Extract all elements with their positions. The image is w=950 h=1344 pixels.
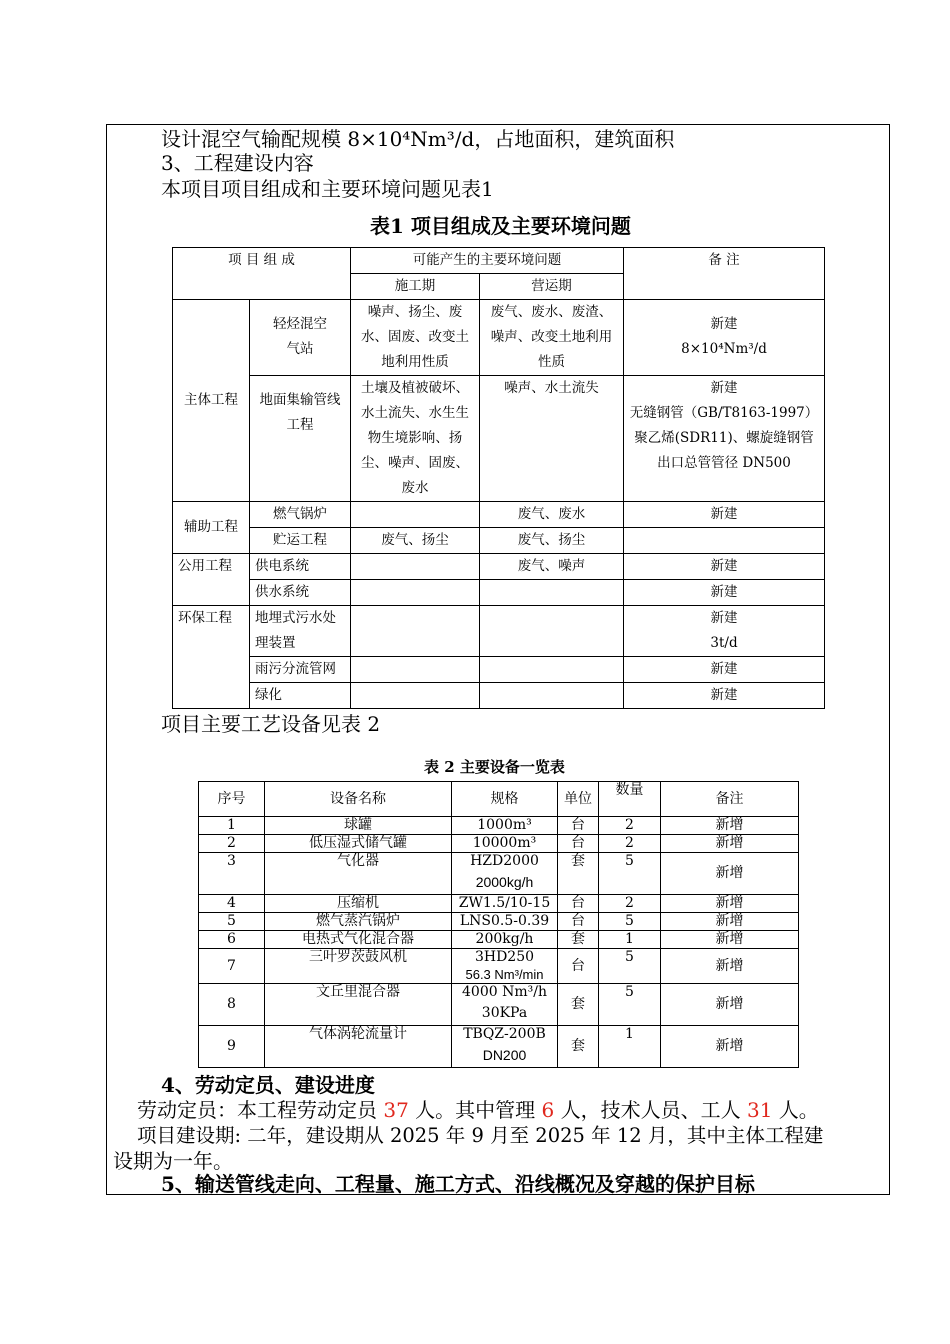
t1-cell-operation: 噪声、水土流失 bbox=[480, 376, 624, 502]
t1-cell-construction bbox=[351, 554, 480, 580]
staff-total: 37 bbox=[383, 1098, 409, 1122]
t2-spec-line-2: 56.3 Nm³/min bbox=[465, 967, 544, 982]
t1-cell-item: 轻烃混空 气站 bbox=[250, 300, 351, 376]
t2-spec-line-1: HZD2000 bbox=[470, 853, 539, 869]
t2-cell-no: 8 bbox=[199, 984, 265, 1026]
t2-cell-unit: 套 bbox=[558, 853, 599, 895]
t2-cell-name: 文丘里混合器 bbox=[265, 984, 452, 1026]
t2-cell-spec bbox=[452, 1026, 558, 1068]
table2-intro: 项目主要工艺设备见表 2 bbox=[161, 712, 381, 736]
t1-cell-remark: 新建 无缝钢管（GB/T8163-1997） 聚乙烯(SDR11)、螺旋缝钢管 出口总管管径 DN500 bbox=[624, 376, 825, 502]
t2-cell-no: 4 bbox=[199, 895, 265, 913]
t2-cell-qty: 5 bbox=[599, 984, 661, 1026]
table2-caption: 表 2 主要设备一览表 bbox=[424, 758, 565, 776]
t1-group-eco: 环保工程 bbox=[173, 606, 250, 709]
t2-cell-no: 9 bbox=[199, 1026, 265, 1068]
t1-cell-item: 地埋式污水处 理装置 bbox=[250, 606, 351, 657]
t2-cell-no: 5 bbox=[199, 913, 265, 931]
t2-cell-qty: 5 bbox=[599, 853, 661, 895]
staff-mid-1: 人。其中管理 bbox=[408, 1098, 542, 1122]
t1-header-env-issue: 可能产生的主要环境问题 bbox=[351, 248, 624, 274]
intro-line-2: 3、工程建设内容 bbox=[161, 151, 314, 175]
intro-line-3: 本项目项目组成和主要环境问题见表1 bbox=[161, 177, 494, 201]
period-line-1: 项目建设期: 二年，建设期从 2025 年 9 月至 2025 年 12 月，其中主体工程建 bbox=[137, 1124, 824, 1147]
t1-header-construction: 施工期 bbox=[351, 274, 480, 300]
staff-workers: 31 bbox=[746, 1098, 773, 1122]
t2-cell-qty: 2 bbox=[599, 895, 661, 913]
t2-cell-unit: 台 bbox=[558, 895, 599, 913]
t2-cell-unit: 台 bbox=[558, 949, 599, 984]
t2-cell-name: 气化器 bbox=[265, 853, 452, 895]
t2-cell-name: 三叶罗茨鼓风机 bbox=[265, 949, 452, 984]
t2-header-qty: 数量 bbox=[599, 782, 661, 817]
t2-cell-qty: 2 bbox=[599, 835, 661, 853]
t2-header-spec: 规格 bbox=[452, 782, 558, 817]
t1-cell-construction bbox=[351, 683, 480, 709]
t1-cell-item: 绿化 bbox=[250, 683, 351, 709]
t2-cell-unit: 台 bbox=[558, 817, 599, 835]
t1-cell-remark: 新建 bbox=[624, 554, 825, 580]
t2-header-name: 设备名称 bbox=[265, 782, 452, 817]
t2-cell-remark: 新增 bbox=[661, 835, 799, 853]
t1-cell-operation: 废气、噪声 bbox=[480, 554, 624, 580]
t1-group-main: 主体工程 bbox=[173, 300, 250, 502]
t1-cell-item: 贮运工程 bbox=[250, 528, 351, 554]
t1-cell-construction bbox=[351, 657, 480, 683]
t1-cell-operation bbox=[480, 580, 624, 606]
t1-cell-remark: 新建 bbox=[624, 502, 825, 528]
t2-cell-remark: 新增 bbox=[661, 913, 799, 931]
t2-cell-unit: 套 bbox=[558, 931, 599, 949]
t1-cell-item: 供水系统 bbox=[250, 580, 351, 606]
t1-group-public: 公用工程 bbox=[173, 554, 250, 606]
t2-cell-name: 气体涡轮流量计 bbox=[265, 1026, 452, 1068]
t2-cell-remark: 新增 bbox=[661, 984, 799, 1026]
section4-heading: 4、劳动定员、建设进度 bbox=[161, 1073, 375, 1097]
staff-management: 6 bbox=[541, 1098, 555, 1122]
t2-cell-no: 7 bbox=[199, 949, 265, 984]
t2-cell-spec: ZW1.5/10-15 bbox=[452, 895, 558, 913]
t2-cell-spec: 10000m³ bbox=[452, 835, 558, 853]
t2-cell-remark: 新增 bbox=[661, 1026, 799, 1068]
t1-cell-construction bbox=[351, 502, 480, 528]
table1-caption: 表1 项目组成及主要环境问题 bbox=[370, 214, 631, 238]
t2-header-remark: 备注 bbox=[661, 782, 799, 817]
t2-cell-qty: 1 bbox=[599, 1026, 661, 1068]
section5-heading: 5、输送管线走向、工程量、施工方式、沿线概况及穿越的保护目标 bbox=[161, 1172, 755, 1196]
t1-header-composition: 项 目 组 成 bbox=[173, 248, 351, 300]
t1-cell-operation: 废气、废水 bbox=[480, 502, 624, 528]
t1-cell-remark: 新建 bbox=[624, 683, 825, 709]
t1-cell-operation: 废气、扬尘 bbox=[480, 528, 624, 554]
t2-cell-name: 电热式气化混合器 bbox=[265, 931, 452, 949]
t2-cell-qty: 5 bbox=[599, 949, 661, 984]
t1-cell-remark bbox=[624, 528, 825, 554]
t2-cell-spec: LNS0.5-0.39 bbox=[452, 913, 558, 931]
t1-cell-construction bbox=[351, 580, 480, 606]
t2-spec-line-2: DN200 bbox=[482, 1047, 527, 1063]
t2-cell-no: 1 bbox=[199, 817, 265, 835]
t2-cell-qty: 1 bbox=[599, 931, 661, 949]
staff-prefix: 劳动定员：本工程劳动定员 bbox=[137, 1098, 384, 1122]
t2-cell-spec: 200kg/h bbox=[452, 931, 558, 949]
t1-group-aux: 辅助工程 bbox=[173, 502, 250, 554]
t1-cell-item: 供电系统 bbox=[250, 554, 351, 580]
t2-spec-line-1: TBQZ-200B bbox=[463, 1026, 546, 1042]
table2 bbox=[198, 781, 799, 1068]
t2-cell-name: 球罐 bbox=[265, 817, 452, 835]
t1-cell-construction: 废气、扬尘 bbox=[351, 528, 480, 554]
t2-cell-unit: 台 bbox=[558, 913, 599, 931]
staff-mid-2: 人，技术人员、工人 bbox=[554, 1098, 747, 1122]
t1-cell-remark: 新建 3t/d bbox=[624, 606, 825, 657]
t2-spec-line-2: 30KPa bbox=[481, 1005, 528, 1021]
t2-cell-spec bbox=[452, 853, 558, 895]
t1-cell-operation: 废气、废水、废渣、 噪声、改变土地利用 性质 bbox=[480, 300, 624, 376]
t1-header-operation: 营运期 bbox=[480, 274, 624, 300]
t2-spec-line-1: 4000 Nm³/h bbox=[462, 984, 547, 1000]
t2-spec-line-2: 2000kg/h bbox=[475, 874, 534, 890]
t1-cell-construction: 土壤及植被破坏、 水土流失、水生生 物生境影响、扬 尘、噪声、固废、 废水 bbox=[351, 376, 480, 502]
t1-cell-remark: 新建 8×10⁴Nm³/d bbox=[624, 300, 825, 376]
t1-cell-remark: 新建 bbox=[624, 657, 825, 683]
t2-cell-name: 低压湿式储气罐 bbox=[265, 835, 452, 853]
t1-cell-item: 地面集输管线 工程 bbox=[250, 376, 351, 502]
t2-cell-remark: 新增 bbox=[661, 931, 799, 949]
period-line-2: 设期为一年。 bbox=[113, 1149, 233, 1173]
t2-cell-remark: 新增 bbox=[661, 853, 799, 895]
t1-cell-construction: 噪声、扬尘、废 水、固废、改变土 地利用性质 bbox=[351, 300, 480, 376]
t2-cell-no: 2 bbox=[199, 835, 265, 853]
t2-cell-remark: 新增 bbox=[661, 895, 799, 913]
t1-cell-item: 燃气锅炉 bbox=[250, 502, 351, 528]
t2-cell-spec: 1000m³ bbox=[452, 817, 558, 835]
t2-header-unit: 单位 bbox=[558, 782, 599, 817]
t2-cell-unit: 套 bbox=[558, 1026, 599, 1068]
t1-cell-operation bbox=[480, 657, 624, 683]
staff-line bbox=[137, 1098, 819, 1122]
staff-suffix: 人。 bbox=[772, 1098, 819, 1122]
t2-cell-qty: 5 bbox=[599, 913, 661, 931]
t2-spec-line-1: 3HD250 bbox=[474, 949, 535, 965]
t1-cell-remark: 新建 bbox=[624, 580, 825, 606]
t1-cell-operation bbox=[480, 606, 624, 657]
t1-cell-operation bbox=[480, 683, 624, 709]
t2-cell-name: 压缩机 bbox=[265, 895, 452, 913]
t2-cell-unit: 套 bbox=[558, 984, 599, 1026]
t2-cell-unit: 台 bbox=[558, 835, 599, 853]
table1 bbox=[172, 247, 825, 709]
t2-header-no: 序号 bbox=[199, 782, 265, 817]
t1-cell-construction bbox=[351, 606, 480, 657]
t2-cell-qty: 2 bbox=[599, 817, 661, 835]
t2-cell-spec bbox=[452, 984, 558, 1026]
intro-line-1: 设计混空气输配规模 8×10⁴Nm³/d，占地面积，建筑面积 bbox=[161, 127, 675, 151]
t2-cell-no: 3 bbox=[199, 853, 265, 895]
t1-cell-item: 雨污分流管网 bbox=[250, 657, 351, 683]
t2-cell-remark: 新增 bbox=[661, 949, 799, 984]
t2-cell-no: 6 bbox=[199, 931, 265, 949]
t2-cell-name: 燃气蒸汽锅炉 bbox=[265, 913, 452, 931]
t1-header-remark: 备 注 bbox=[624, 248, 825, 300]
t2-cell-spec bbox=[452, 949, 558, 984]
t2-cell-remark: 新增 bbox=[661, 817, 799, 835]
